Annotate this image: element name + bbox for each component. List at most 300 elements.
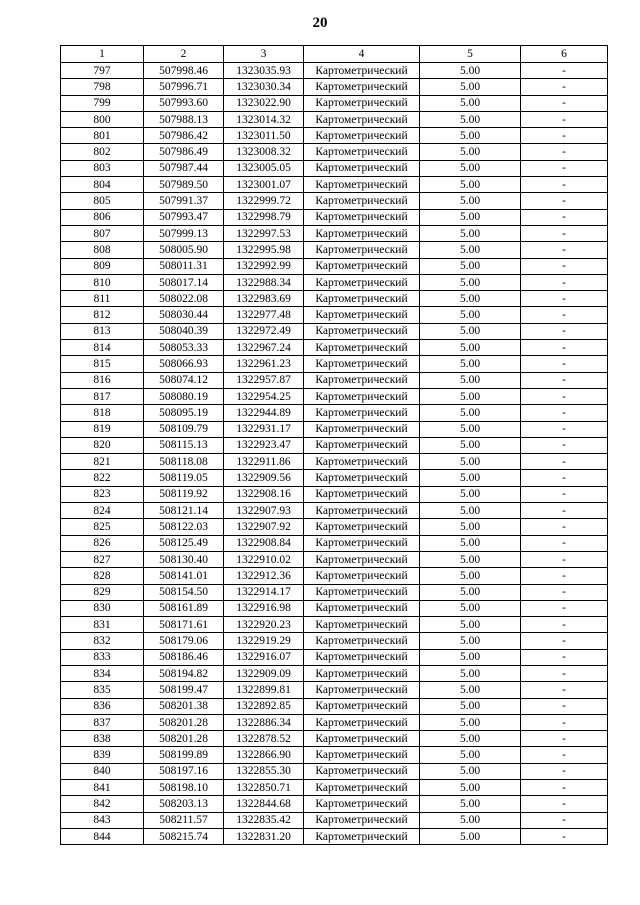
- x-coordinate-cell: 508179.06: [144, 633, 224, 649]
- description-cell: -: [521, 291, 608, 307]
- description-cell: -: [521, 600, 608, 616]
- coordinates-table: [60, 45, 608, 845]
- point-number-cell: 815: [61, 356, 144, 372]
- method-cell: Картометрический: [304, 242, 420, 258]
- table-row: [61, 95, 608, 111]
- y-coordinate-cell: 1322999.72: [224, 193, 304, 209]
- method-cell: Картометрический: [304, 225, 420, 241]
- table-row: [61, 617, 608, 633]
- accuracy-cell: 5.00: [420, 600, 521, 616]
- description-cell: -: [521, 584, 608, 600]
- x-coordinate-cell: 508119.92: [144, 486, 224, 502]
- table-row: [61, 111, 608, 127]
- accuracy-cell: 5.00: [420, 128, 521, 144]
- description-cell: -: [521, 128, 608, 144]
- x-coordinate-cell: 508201.28: [144, 731, 224, 747]
- x-coordinate-cell: 508119.05: [144, 470, 224, 486]
- description-cell: -: [521, 388, 608, 404]
- accuracy-cell: 5.00: [420, 682, 521, 698]
- description-cell: -: [521, 551, 608, 567]
- accuracy-cell: 5.00: [420, 372, 521, 388]
- y-coordinate-cell: 1322972.49: [224, 323, 304, 339]
- accuracy-cell: 5.00: [420, 503, 521, 519]
- method-cell: Картометрический: [304, 388, 420, 404]
- x-coordinate-cell: 507993.60: [144, 95, 224, 111]
- method-cell: Картометрический: [304, 63, 420, 79]
- point-number-cell: 811: [61, 291, 144, 307]
- method-cell: Картометрический: [304, 714, 420, 730]
- point-number-cell: 797: [61, 63, 144, 79]
- method-cell: Картометрический: [304, 437, 420, 453]
- method-cell: Картометрический: [304, 193, 420, 209]
- point-number-cell: 837: [61, 714, 144, 730]
- table-row: [61, 796, 608, 812]
- x-coordinate-cell: 508125.49: [144, 535, 224, 551]
- y-coordinate-cell: 1322992.99: [224, 258, 304, 274]
- y-coordinate-cell: 1322886.34: [224, 714, 304, 730]
- description-cell: -: [521, 665, 608, 681]
- y-coordinate-cell: 1322919.29: [224, 633, 304, 649]
- method-cell: Картометрический: [304, 486, 420, 502]
- y-coordinate-cell: 1322866.90: [224, 747, 304, 763]
- point-number-cell: 832: [61, 633, 144, 649]
- point-number-cell: 829: [61, 584, 144, 600]
- x-coordinate-cell: 508080.19: [144, 388, 224, 404]
- y-coordinate-cell: 1322920.23: [224, 617, 304, 633]
- y-coordinate-cell: 1322910.02: [224, 551, 304, 567]
- point-number-cell: 823: [61, 486, 144, 502]
- method-cell: Картометрический: [304, 111, 420, 127]
- x-coordinate-cell: 508017.14: [144, 274, 224, 290]
- method-cell: Картометрический: [304, 160, 420, 176]
- description-cell: -: [521, 535, 608, 551]
- method-cell: Картометрический: [304, 177, 420, 193]
- description-cell: -: [521, 454, 608, 470]
- method-cell: Картометрический: [304, 600, 420, 616]
- y-coordinate-cell: 1322967.24: [224, 340, 304, 356]
- accuracy-cell: 5.00: [420, 828, 521, 844]
- accuracy-cell: 5.00: [420, 225, 521, 241]
- x-coordinate-cell: 507987.44: [144, 160, 224, 176]
- x-coordinate-cell: 508186.46: [144, 649, 224, 665]
- method-cell: Картометрический: [304, 682, 420, 698]
- method-cell: Картометрический: [304, 274, 420, 290]
- y-coordinate-cell: 1322957.87: [224, 372, 304, 388]
- method-cell: Картометрический: [304, 421, 420, 437]
- method-cell: Картометрический: [304, 763, 420, 779]
- point-number-cell: 843: [61, 812, 144, 828]
- method-cell: Картометрический: [304, 470, 420, 486]
- point-number-cell: 840: [61, 763, 144, 779]
- point-number-cell: 805: [61, 193, 144, 209]
- y-coordinate-cell: 1322835.42: [224, 812, 304, 828]
- y-coordinate-cell: 1322907.92: [224, 519, 304, 535]
- y-coordinate-cell: 1322892.85: [224, 698, 304, 714]
- method-cell: Картометрический: [304, 307, 420, 323]
- x-coordinate-cell: 508154.50: [144, 584, 224, 600]
- description-cell: -: [521, 568, 608, 584]
- accuracy-cell: 5.00: [420, 470, 521, 486]
- y-coordinate-cell: 1322961.23: [224, 356, 304, 372]
- table-row: [61, 519, 608, 535]
- accuracy-cell: 5.00: [420, 665, 521, 681]
- accuracy-cell: 5.00: [420, 780, 521, 796]
- method-cell: Картометрический: [304, 828, 420, 844]
- method-cell: Картометрический: [304, 503, 420, 519]
- accuracy-cell: 5.00: [420, 340, 521, 356]
- accuracy-cell: 5.00: [420, 617, 521, 633]
- page-number: 20: [312, 15, 328, 31]
- table-row: [61, 535, 608, 551]
- accuracy-cell: 5.00: [420, 535, 521, 551]
- accuracy-cell: 5.00: [420, 307, 521, 323]
- table-row: [61, 503, 608, 519]
- x-coordinate-cell: 508211.57: [144, 812, 224, 828]
- method-cell: Картометрический: [304, 731, 420, 747]
- table-row: [61, 486, 608, 502]
- description-cell: -: [521, 698, 608, 714]
- table-row: [61, 470, 608, 486]
- x-coordinate-cell: 508201.38: [144, 698, 224, 714]
- x-coordinate-cell: 508115.13: [144, 437, 224, 453]
- table-row: [61, 437, 608, 453]
- y-coordinate-cell: 1322931.17: [224, 421, 304, 437]
- description-cell: -: [521, 747, 608, 763]
- table-row: [61, 79, 608, 95]
- x-coordinate-cell: 508161.89: [144, 600, 224, 616]
- method-cell: Картометрический: [304, 405, 420, 421]
- description-cell: -: [521, 274, 608, 290]
- description-cell: -: [521, 160, 608, 176]
- accuracy-cell: 5.00: [420, 584, 521, 600]
- description-cell: -: [521, 617, 608, 633]
- description-cell: -: [521, 79, 608, 95]
- table-row: [61, 372, 608, 388]
- accuracy-cell: 5.00: [420, 274, 521, 290]
- description-cell: -: [521, 209, 608, 225]
- description-cell: -: [521, 242, 608, 258]
- x-coordinate-cell: 508198.10: [144, 780, 224, 796]
- table-row: [61, 421, 608, 437]
- x-coordinate-cell: 508197.16: [144, 763, 224, 779]
- table-row: [61, 225, 608, 241]
- y-coordinate-cell: 1322988.34: [224, 274, 304, 290]
- y-coordinate-cell: 1322911.86: [224, 454, 304, 470]
- x-coordinate-cell: 507986.49: [144, 144, 224, 160]
- description-cell: -: [521, 649, 608, 665]
- accuracy-cell: 5.00: [420, 111, 521, 127]
- x-coordinate-cell: 507988.13: [144, 111, 224, 127]
- method-cell: Картометрический: [304, 633, 420, 649]
- y-coordinate-cell: 1322998.79: [224, 209, 304, 225]
- table-row: [61, 551, 608, 567]
- method-cell: Картометрический: [304, 535, 420, 551]
- method-cell: Картометрический: [304, 617, 420, 633]
- y-coordinate-cell: 1322995.98: [224, 242, 304, 258]
- table-row: [61, 193, 608, 209]
- y-coordinate-cell: 1322983.69: [224, 291, 304, 307]
- x-coordinate-cell: 508122.03: [144, 519, 224, 535]
- x-coordinate-cell: 507998.46: [144, 63, 224, 79]
- y-coordinate-cell: 1322850.71: [224, 780, 304, 796]
- point-number-cell: 822: [61, 470, 144, 486]
- x-coordinate-cell: 508215.74: [144, 828, 224, 844]
- description-cell: -: [521, 405, 608, 421]
- x-coordinate-cell: 507989.50: [144, 177, 224, 193]
- method-cell: Картометрический: [304, 128, 420, 144]
- table-row: [61, 160, 608, 176]
- y-coordinate-cell: 1322907.93: [224, 503, 304, 519]
- point-number-cell: 836: [61, 698, 144, 714]
- accuracy-cell: 5.00: [420, 291, 521, 307]
- y-coordinate-cell: 1323014.32: [224, 111, 304, 127]
- y-coordinate-cell: 1323035.93: [224, 63, 304, 79]
- point-number-cell: 825: [61, 519, 144, 535]
- y-coordinate-cell: 1322909.09: [224, 665, 304, 681]
- description-cell: -: [521, 356, 608, 372]
- method-cell: Картометрический: [304, 665, 420, 681]
- table-row: [61, 698, 608, 714]
- x-coordinate-cell: 508011.31: [144, 258, 224, 274]
- y-coordinate-cell: 1322908.16: [224, 486, 304, 502]
- description-cell: -: [521, 503, 608, 519]
- method-cell: Картометрический: [304, 454, 420, 470]
- accuracy-cell: 5.00: [420, 437, 521, 453]
- description-cell: -: [521, 307, 608, 323]
- y-coordinate-cell: 1322908.84: [224, 535, 304, 551]
- point-number-cell: 812: [61, 307, 144, 323]
- x-coordinate-cell: 508121.14: [144, 503, 224, 519]
- point-number-cell: 802: [61, 144, 144, 160]
- x-coordinate-cell: 508118.08: [144, 454, 224, 470]
- accuracy-cell: 5.00: [420, 95, 521, 111]
- accuracy-cell: 5.00: [420, 486, 521, 502]
- accuracy-cell: 5.00: [420, 796, 521, 812]
- x-coordinate-cell: 508109.79: [144, 421, 224, 437]
- table-row: [61, 584, 608, 600]
- point-number-cell: 807: [61, 225, 144, 241]
- accuracy-cell: 5.00: [420, 193, 521, 209]
- x-coordinate-cell: 507999.13: [144, 225, 224, 241]
- description-cell: -: [521, 519, 608, 535]
- method-cell: Картометрический: [304, 796, 420, 812]
- x-coordinate-cell: 508199.47: [144, 682, 224, 698]
- method-cell: Картометрический: [304, 79, 420, 95]
- table-body: [61, 63, 608, 845]
- method-cell: Картометрический: [304, 372, 420, 388]
- y-coordinate-cell: 1323030.34: [224, 79, 304, 95]
- y-coordinate-cell: 1322944.89: [224, 405, 304, 421]
- x-coordinate-cell: 508194.82: [144, 665, 224, 681]
- y-coordinate-cell: 1322954.25: [224, 388, 304, 404]
- point-number-cell: 808: [61, 242, 144, 258]
- description-cell: -: [521, 258, 608, 274]
- description-cell: -: [521, 812, 608, 828]
- point-number-cell: 828: [61, 568, 144, 584]
- x-coordinate-cell: 507991.37: [144, 193, 224, 209]
- accuracy-cell: 5.00: [420, 242, 521, 258]
- accuracy-cell: 5.00: [420, 714, 521, 730]
- y-coordinate-cell: 1322909.56: [224, 470, 304, 486]
- description-cell: -: [521, 372, 608, 388]
- y-coordinate-cell: 1323011.50: [224, 128, 304, 144]
- accuracy-cell: 5.00: [420, 812, 521, 828]
- point-number-cell: 830: [61, 600, 144, 616]
- column-header: 6: [521, 46, 608, 63]
- table-row: [61, 454, 608, 470]
- method-cell: Картометрический: [304, 568, 420, 584]
- description-cell: -: [521, 763, 608, 779]
- x-coordinate-cell: 508005.90: [144, 242, 224, 258]
- table-row: [61, 665, 608, 681]
- description-cell: -: [521, 731, 608, 747]
- method-cell: Картометрический: [304, 95, 420, 111]
- y-coordinate-cell: 1323001.07: [224, 177, 304, 193]
- description-cell: -: [521, 470, 608, 486]
- accuracy-cell: 5.00: [420, 63, 521, 79]
- accuracy-cell: 5.00: [420, 454, 521, 470]
- column-header: 2: [144, 46, 224, 63]
- description-cell: -: [521, 111, 608, 127]
- point-number-cell: 798: [61, 79, 144, 95]
- header-row: [61, 46, 608, 63]
- y-coordinate-cell: 1322878.52: [224, 731, 304, 747]
- accuracy-cell: 5.00: [420, 633, 521, 649]
- point-number-cell: 831: [61, 617, 144, 633]
- point-number-cell: 816: [61, 372, 144, 388]
- accuracy-cell: 5.00: [420, 649, 521, 665]
- point-number-cell: 841: [61, 780, 144, 796]
- point-number-cell: 804: [61, 177, 144, 193]
- table-row: [61, 568, 608, 584]
- table-row: [61, 388, 608, 404]
- accuracy-cell: 5.00: [420, 323, 521, 339]
- column-header: 5: [420, 46, 521, 63]
- accuracy-cell: 5.00: [420, 209, 521, 225]
- point-number-cell: 834: [61, 665, 144, 681]
- method-cell: Картометрический: [304, 649, 420, 665]
- x-coordinate-cell: 508053.33: [144, 340, 224, 356]
- table-row: [61, 747, 608, 763]
- accuracy-cell: 5.00: [420, 388, 521, 404]
- accuracy-cell: 5.00: [420, 731, 521, 747]
- accuracy-cell: 5.00: [420, 258, 521, 274]
- method-cell: Картометрический: [304, 519, 420, 535]
- point-number-cell: 839: [61, 747, 144, 763]
- x-coordinate-cell: 507993.47: [144, 209, 224, 225]
- description-cell: -: [521, 682, 608, 698]
- method-cell: Картометрический: [304, 209, 420, 225]
- method-cell: Картометрический: [304, 258, 420, 274]
- y-coordinate-cell: 1322899.81: [224, 682, 304, 698]
- description-cell: -: [521, 177, 608, 193]
- method-cell: Картометрический: [304, 747, 420, 763]
- description-cell: -: [521, 193, 608, 209]
- x-coordinate-cell: 508130.40: [144, 551, 224, 567]
- description-cell: -: [521, 828, 608, 844]
- table-row: [61, 242, 608, 258]
- point-number-cell: 821: [61, 454, 144, 470]
- accuracy-cell: 5.00: [420, 356, 521, 372]
- table-row: [61, 291, 608, 307]
- point-number-cell: 803: [61, 160, 144, 176]
- point-number-cell: 842: [61, 796, 144, 812]
- x-coordinate-cell: 508022.08: [144, 291, 224, 307]
- point-number-cell: 810: [61, 274, 144, 290]
- table-row: [61, 63, 608, 79]
- table-row: [61, 682, 608, 698]
- y-coordinate-cell: 1322916.98: [224, 600, 304, 616]
- accuracy-cell: 5.00: [420, 177, 521, 193]
- description-cell: -: [521, 340, 608, 356]
- table-row: [61, 356, 608, 372]
- table-row: [61, 633, 608, 649]
- accuracy-cell: 5.00: [420, 519, 521, 535]
- description-cell: -: [521, 486, 608, 502]
- point-number-cell: 838: [61, 731, 144, 747]
- y-coordinate-cell: 1322912.36: [224, 568, 304, 584]
- point-number-cell: 813: [61, 323, 144, 339]
- table-row: [61, 274, 608, 290]
- table-row: [61, 714, 608, 730]
- point-number-cell: 817: [61, 388, 144, 404]
- table-row: [61, 177, 608, 193]
- table-row: [61, 209, 608, 225]
- point-number-cell: 814: [61, 340, 144, 356]
- method-cell: Картометрический: [304, 356, 420, 372]
- accuracy-cell: 5.00: [420, 747, 521, 763]
- y-coordinate-cell: 1322977.48: [224, 307, 304, 323]
- description-cell: -: [521, 95, 608, 111]
- description-cell: -: [521, 796, 608, 812]
- point-number-cell: 801: [61, 128, 144, 144]
- x-coordinate-cell: 508199.89: [144, 747, 224, 763]
- point-number-cell: 818: [61, 405, 144, 421]
- accuracy-cell: 5.00: [420, 763, 521, 779]
- table-row: [61, 405, 608, 421]
- x-coordinate-cell: 508030.44: [144, 307, 224, 323]
- description-cell: -: [521, 421, 608, 437]
- y-coordinate-cell: 1322914.17: [224, 584, 304, 600]
- table-row: [61, 307, 608, 323]
- x-coordinate-cell: 507996.71: [144, 79, 224, 95]
- point-number-cell: 819: [61, 421, 144, 437]
- y-coordinate-cell: 1322997.53: [224, 225, 304, 241]
- accuracy-cell: 5.00: [420, 79, 521, 95]
- y-coordinate-cell: 1322923.47: [224, 437, 304, 453]
- y-coordinate-cell: 1323005.05: [224, 160, 304, 176]
- accuracy-cell: 5.00: [420, 144, 521, 160]
- table-row: [61, 828, 608, 844]
- description-cell: -: [521, 437, 608, 453]
- table-row: [61, 649, 608, 665]
- accuracy-cell: 5.00: [420, 551, 521, 567]
- table-row: [61, 780, 608, 796]
- point-number-cell: 806: [61, 209, 144, 225]
- description-cell: -: [521, 633, 608, 649]
- x-coordinate-cell: 508066.93: [144, 356, 224, 372]
- point-number-cell: 827: [61, 551, 144, 567]
- column-header: 4: [304, 46, 420, 63]
- table-row: [61, 128, 608, 144]
- table-row: [61, 731, 608, 747]
- description-cell: -: [521, 225, 608, 241]
- accuracy-cell: 5.00: [420, 568, 521, 584]
- accuracy-cell: 5.00: [420, 405, 521, 421]
- x-coordinate-cell: 508095.19: [144, 405, 224, 421]
- description-cell: -: [521, 780, 608, 796]
- x-coordinate-cell: 508171.61: [144, 617, 224, 633]
